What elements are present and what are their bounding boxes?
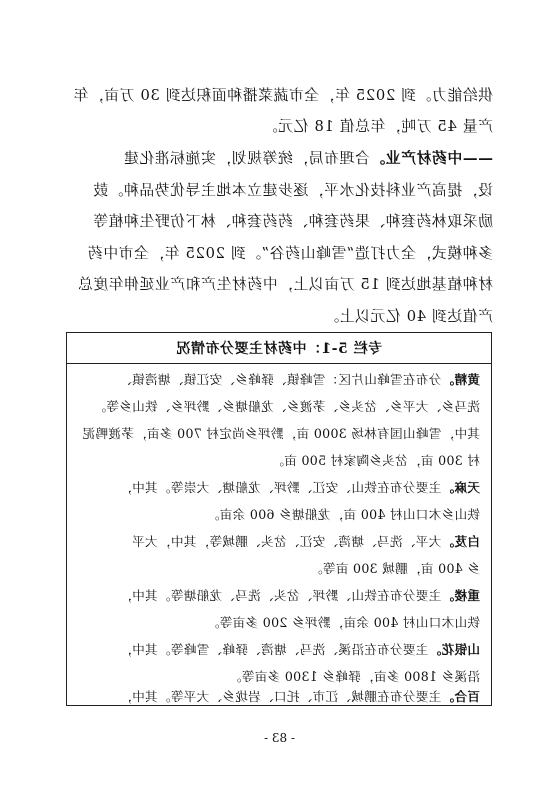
box-line-9-wrap <box>78 587 480 605</box>
column-box <box>66 332 492 706</box>
body-line-4-text: 设，提高产业科技化水平，逐步建立本地主导优势品种。鼓 <box>92 182 493 199</box>
box-line-12 <box>78 668 480 686</box>
body-line-2 <box>76 116 493 138</box>
body-line-1 <box>72 85 493 107</box>
box-line-9 <box>78 587 480 605</box>
body-line-7 <box>76 274 493 296</box>
box-line-3 <box>78 425 480 443</box>
body-line-1-text: 供给能力。到 2025 年，全市蔬菜播种面积达到 30 万亩，年 <box>72 87 493 104</box>
box-line-5-text: 主要分布在铁山、安江、黔坪、龙船塘、大崇等。其中， <box>118 480 442 495</box>
herb-name-baihe: 百合。 <box>441 689 480 704</box>
box-line-1 <box>78 371 480 389</box>
herb-name-tianma: 天麻。 <box>441 480 480 495</box>
box-line-2 <box>78 398 480 416</box>
box-line-3-text: 其中，雪峰山国有林场 3000 亩，黔坪乡尚定村 700 多亩，茅渡鸭泥 <box>82 426 480 441</box>
herb-name-shanyinhua: 山银花。 <box>428 642 480 657</box>
box-line-11-text: 主要分布在沿溪、洗马、塘湾、驿峰、雪峰等。其中， <box>118 642 429 657</box>
box-line-7-wrap <box>78 533 480 551</box>
body-line-3-text: 合理布局，统筹规划，实施标准化建 <box>123 150 370 167</box>
box-line-5-wrap <box>78 479 480 497</box>
body-line-8-text: 产值达到 40 亿元以上。 <box>323 308 493 325</box>
box-line-13-text: 主要分布在鹏城、江市、托口、岩垅乡、大平等。其中， <box>118 689 442 704</box>
box-line-10 <box>78 614 480 632</box>
body-line-5 <box>76 211 493 233</box>
column-box-title-text: 专栏 5-1：中药材主要分布情况 <box>175 341 383 357</box>
page-number-text: - 83 - <box>263 731 295 745</box>
box-line-10-text: 铁山木口山村 400 余亩，黔坪乡 200 多亩等。 <box>206 615 480 630</box>
box-line-11-wrap <box>78 641 480 659</box>
box-line-7 <box>78 533 480 551</box>
box-line-6-text: 铁山乡木口山村 400 亩，龙船塘乡 600 余亩。 <box>206 507 480 522</box>
body-line-3 <box>76 148 493 170</box>
section-heading: ——中药材产业。 <box>369 150 493 167</box>
body-line-4 <box>76 180 493 202</box>
box-line-1-wrap <box>78 371 480 389</box>
box-line-9-text: 主要分布在铁山、黔坪、岔头、洗马、龙船塘等。其中， <box>118 588 442 603</box>
body-line-8 <box>76 306 493 328</box>
box-line-7-text: 大平、洗马、塘湾、安江、岔头、鹏城等，其中，大平 <box>131 534 442 549</box>
body-line-2-text: 产量 45 万吨，年总值 18 亿元。 <box>262 118 493 135</box>
box-line-4 <box>78 452 480 470</box>
box-line-8-text: 乡 400 亩，鹏城 300 亩等。 <box>309 561 480 576</box>
box-line-13 <box>78 688 480 706</box>
body-line-3-wrap <box>76 148 493 170</box>
box-line-1-text: 分布在雪峰山片区：雪峰镇、驿峰乡、安江镇、塘湾镇、 <box>118 372 442 387</box>
box-line-8 <box>78 560 480 578</box>
page-number <box>0 731 559 745</box>
box-line-5 <box>78 479 480 497</box>
box-line-6 <box>78 506 480 524</box>
body-line-5-text: 励采取林药套种、果药套种、药药套种、林下仿野生种植等 <box>92 213 493 230</box>
box-line-11 <box>78 641 480 659</box>
herb-name-baiji: 白芨。 <box>441 534 480 549</box>
body-line-7-text: 材种植基地达到 15 万亩以上，中药材生产和产业延伸年度总 <box>77 276 493 293</box>
body-line-6 <box>76 243 493 265</box>
box-line-4-text: 村 300 亩，岔头乡陶家村 500 亩。 <box>271 453 480 468</box>
herb-name-huangjing: 黄精。 <box>441 372 480 387</box>
herb-name-chonglou: 重楼。 <box>441 588 480 603</box>
box-line-2-text: 洗马乡、大平乡、岔头乡、茅渡乡、龙船塘乡、黔坪乡、铁山乡等。 <box>93 399 480 414</box>
box-line-12-text: 沿溪乡 1800 多亩，驿峰乡 1300 多亩等。 <box>228 669 480 684</box>
box-line-13-wrap <box>78 688 480 706</box>
body-line-6-text: 多种模式，全力打造“雪峰山药谷”。到 2025 年，全市中药 <box>87 245 493 262</box>
column-box-title <box>67 333 491 364</box>
